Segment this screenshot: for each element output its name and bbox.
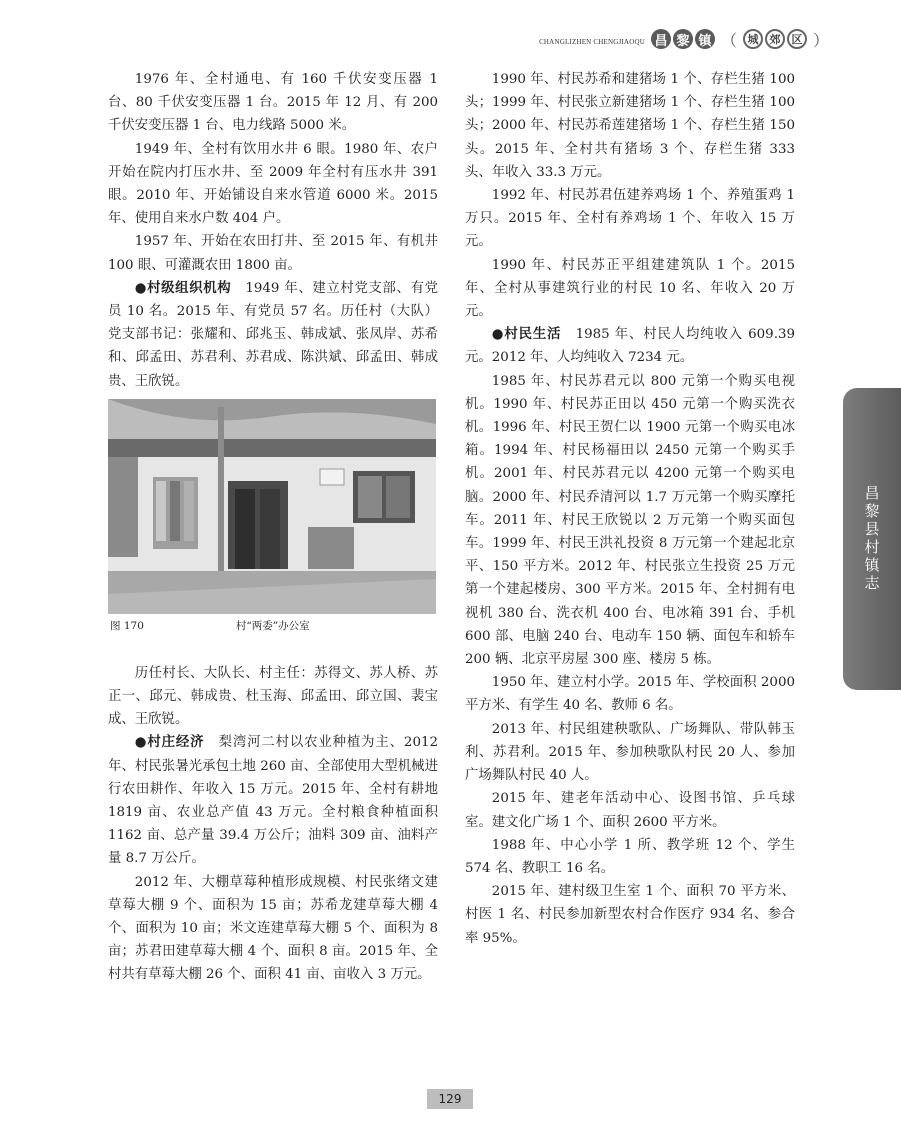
- header-paren-close: ）: [812, 30, 829, 50]
- paragraph-text: 1990 年、村民苏希和建猪场 1 个、存栏生猪 100 头；1999 年、村民张立新建猪场 1 个、存栏生猪 100 头；2000 年、村民苏希莲建猪场 1 个、存栏生猪 150 头。2015 年、全村共有猪场 3 个、存栏生猪 333 头、年收入 33.3 万元。: [465, 72, 795, 180]
- paragraph-text: 1988 年、中心小学 1 所、教学班 12 个、学生 574 名、教职工 16 名。: [465, 837, 795, 876]
- paragraph-text: 1985 年、村民苏君元以 800 元第一个购买电视机。1990 年、村民苏正田以 450 元第一个购买洗衣机。1996 年、村民王贺仁以 1900 元第一个购买电冰箱。1994 年、村民杨福田以 2450 元第一个购买手机。2001 年、村民苏君元以 4200 元第一个购买电脑。2000 年、村民乔清河以 1.7 万元第一个购买摩托车。2011 年、村民王欣锐以 2 万元第一个购买面包车。1999 年、村民王洪礼投资 8 万元第一个建起北京平、150 平方米。2012 年、村民张立生投资 25 万元第一个建起楼房、300 平方米。2015 年、全村拥有电视机 380 台、洗衣机 400 台、电冰箱 391 台、手机 600 部、电脑 240 台、电动车 150 辆、面包车和轿车 200 辆、北京平房屋 300 座、楼房 5 栋。: [465, 373, 795, 668]
- running-header: [539, 24, 829, 54]
- page-number: 129: [427, 1089, 473, 1109]
- left-column: [108, 68, 438, 987]
- figure-caption: 村“两委”办公室: [235, 619, 310, 632]
- paragraph: [108, 662, 438, 732]
- right-column: [465, 68, 795, 950]
- paragraph: [465, 370, 795, 672]
- paragraph-text: 1985 年、村民人均纯收入 609.39 元。2012 年、人均纯收入 7234 元。: [465, 327, 795, 366]
- paragraph: [465, 68, 795, 184]
- header-town-char: 镇: [695, 29, 715, 49]
- paragraph-text: 1957 年、开始在农田打井、至 2015 年、有机井 100 眼、可灌溉农田 1800 亩。: [108, 234, 438, 273]
- paragraph-text: 1992 年、村民苏君伍建养鸡场 1 个、养殖蛋鸡 1 万只。2015 年、全村有养鸡场 1 个、年收入 15 万元。: [465, 188, 795, 250]
- header-district-char: 城: [743, 29, 763, 49]
- paragraph-text: 1949 年、建立村党支部、有党员 10 名。2015 年、有党员 57 名。历任村（大队）党支部书记：张耀和、邱兆玉、韩成斌、张凤岸、苏希和、邱孟田、苏君利、苏君成、陈洪斌、邱孟田、韩成贵、王欣锐。: [108, 280, 439, 389]
- header-district-char: 区: [787, 29, 807, 49]
- paragraph: [108, 871, 438, 987]
- section-lead: ●村级组织机构: [134, 279, 232, 296]
- paragraph-text: 1976 年、全村通电、有 160 千伏安变压器 1 台、80 千伏安变压器 1 台。2015 年 12 月、有 200 千伏安变压器 1 台、电力线路 5000 米。: [108, 72, 438, 134]
- header-town-char: 昌: [651, 29, 671, 49]
- paragraph-text: 1949 年、全村有饮用水井 6 眼。1980 年、农户开始在院内打压水井、至 2009 年全村有压水井 391 眼。2010 年、开始铺设自来水管道 6000 米。2015 年、使用自来水户数 404 户。: [108, 141, 438, 227]
- header-paren-open: （: [720, 30, 737, 50]
- paragraph: [108, 731, 438, 870]
- paragraph-text: 1990 年、村民苏正平组建建筑队 1 个。2015 年、全村从事建筑行业的村民 10 名、年收入 20 万元。: [465, 257, 795, 320]
- section-lead: ●村民生活: [491, 326, 562, 343]
- paragraph: [465, 254, 795, 324]
- paragraph: [465, 323, 795, 369]
- header-district-char: 郊: [765, 29, 785, 49]
- paragraph-text: 2015 年、建村级卫生室 1 个、面积 70 平方米、村医 1 名、村民参加新型农村合作医疗 934 名、参合率 95%。: [465, 884, 795, 946]
- paragraph: [108, 277, 438, 393]
- paragraph: [465, 671, 795, 717]
- paragraph: [465, 880, 795, 950]
- paragraph: [465, 184, 795, 254]
- figure-number: 图 170: [110, 619, 144, 632]
- paragraph: [108, 68, 438, 138]
- header-town-name: [651, 29, 715, 49]
- header-town-char: 黎: [673, 29, 693, 49]
- village-office-photo: [108, 399, 436, 614]
- paragraph: [108, 230, 438, 276]
- side-tab-label: 昌黎县村镇志: [862, 485, 881, 593]
- paragraph: [465, 787, 795, 833]
- paragraph-text: 2013 年、村民组建秧歌队、广场舞队、带队韩玉利、苏君利。2015 年、参加秧歌队村民 20 人、参加广场舞队村民 40 人。: [465, 721, 795, 784]
- section-lead: ●村庄经济: [134, 734, 205, 751]
- paragraph: [465, 834, 795, 880]
- header-district-name: [743, 29, 807, 49]
- paragraph-text: 2015 年、建老年活动中心、设图书馆、乒乓球室。建文化广场 1 个、面积 2600 平方米。: [465, 791, 795, 830]
- left-column-after-photo: [108, 662, 438, 987]
- photo-caption: [110, 618, 438, 634]
- side-tab: [843, 388, 901, 690]
- paragraph-text: 2012 年、大棚草莓种植形成规模、村民张绪文建草莓大棚 9 个、面积为 15 亩；苏希龙建草莓大棚 4 个、面积为 10 亩；米文连建草莓大棚 5 个、面积为 8 亩；苏君田建草莓大棚 4 个、面积 8 亩。2015 年、全村共有草莓大棚 26 个、面积 41 亩、亩收入 3 万元。: [108, 874, 438, 983]
- paragraph-text: 历任村长、大队长、村主任：苏得文、苏人桥、苏正一、邱元、韩成贵、杜玉海、邱孟田、邱立国、裴宝成、王欣锐。: [108, 665, 438, 728]
- paragraph: [465, 718, 795, 788]
- left-column-before-photo: [108, 68, 438, 393]
- paragraph-text: 梨湾河二村以农业种植为主、2012 年、村民张暑光承包土地 260 亩、全部使用大型机械进行农田耕作、年收入 15 万元。2015 年、全村有耕地 1819 亩、农业总产值 43 万元。全村粮食种植面积 1162 亩、总产量 39.4 万公斤；油料 309 亩、油料产量 8.7 万公斤。: [108, 735, 439, 867]
- paragraph-text: 1950 年、建立村小学。2015 年、学校面积 2000 平方米、有学生 40 名、教师 6 名。: [465, 675, 795, 714]
- header-pinyin: CHANGLIZHEN CHENGJIAOQU: [539, 38, 645, 46]
- paragraph: [108, 138, 438, 231]
